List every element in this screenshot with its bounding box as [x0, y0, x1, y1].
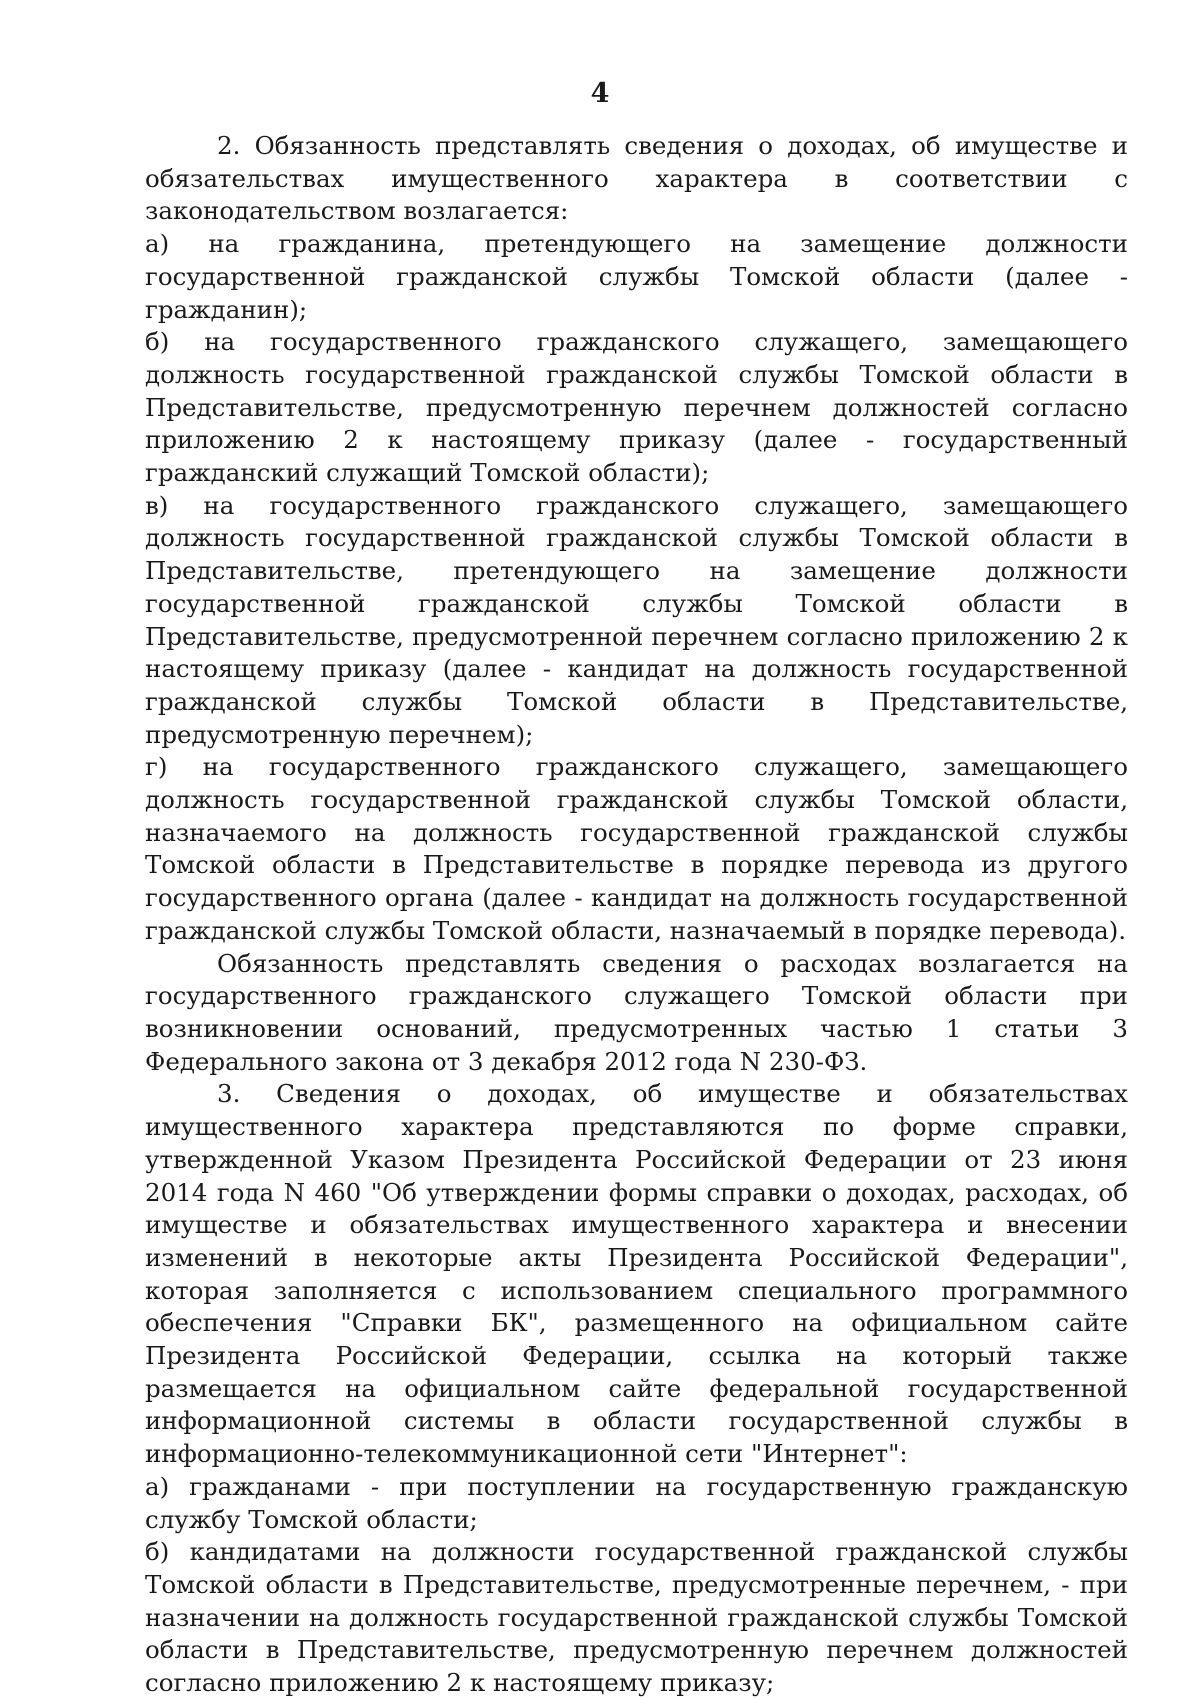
paragraph-subitem-v-candidate: в) на государственного гражданского служащего, замещающего должность государственной гражданской службы Томской области в Представительстве, претендующего на замещение должности государственной гражданской службы Томской области в Представительстве, предусмотренной перечнем согласно приложению 2 к настоящему приказу (далее - кандидат на должность государственной гражданской службы Томской области в Представительстве, предусмотренную перечнем);	[145, 490, 1128, 749]
paragraph-item-3: 3. Сведения о доходах, об имуществе и обязательствах имущественного характера представляются по форме справки, утвержденной Указом Президента Российской Федерации от 23 июня 2014 года N 460 "Об утверждении формы справки о доходах, расходах, об имуществе и обязательствах имущественного характера и внесении изменений в некоторые акты Президента Российской Федерации", которая заполняется с использованием специального программного обеспечения "Справки БК", размещенного на официальном сайте Президента Российской Федерации, ссылка на который также размещается на официальном сайте федеральной государственной информационной системы в области государственной службы в информационно-телекоммуникационной сети "Интернет":	[145, 1079, 1128, 1469]
paragraph-subitem-a-citizen: а) на гражданина, претендующего на замещение должности государственной гражданской службы Томской области (далее - гражданин);	[145, 229, 1128, 324]
page-number: 4	[590, 78, 610, 109]
paragraph-subitem-g-transfer-candidate: г) на государственного гражданского служащего, замещающего должность государственной гражданской службы Томской области, назначаемого на должность государственной гражданской службы Томской области в Представительстве в порядке перевода из другого государственного органа (далее - кандидат на должность государственной гражданской службы Томской области, назначаемый в порядке перевода).	[145, 752, 1128, 945]
paragraph-subitem-a-citizens: а) гражданами - при поступлении на государственную гражданскую службу Томской области;	[145, 1471, 1128, 1534]
paragraph-item-2: 2. Обязанность представлять сведения о доходах, об имуществе и обязательствах имущественного характера в соответствии с законодательством возлагается:	[145, 131, 1128, 226]
paragraph-expenses-obligation: Обязанность представлять сведения о расходах возлагается на государственного гражданского служащего Томской области при возникновении оснований, предусмотренных частью 1 статьи 3 Федерального закона от 3 декабря 2012 года N 230-ФЗ.	[145, 948, 1128, 1076]
document-body	[145, 130, 1128, 1700]
paragraph-subitem-b-candidates: б) кандидатами на должности государственной гражданской службы Томской области в Представительстве, предусмотренные перечнем, - при назначении на должность государственной гражданской службы Томской области в Представительстве, предусмотренную перечнем должностей согласно приложению 2 к настоящему приказу;	[145, 1537, 1128, 1698]
paragraph-subitem-b-civil-servant: б) на государственного гражданского служащего, замещающего должность государственной гражданской службы Томской области в Представительстве, предусмотренную перечнем должностей согласно приложению 2 к настоящему приказу (далее - государственный гражданский служащий Томской области);	[145, 327, 1128, 488]
